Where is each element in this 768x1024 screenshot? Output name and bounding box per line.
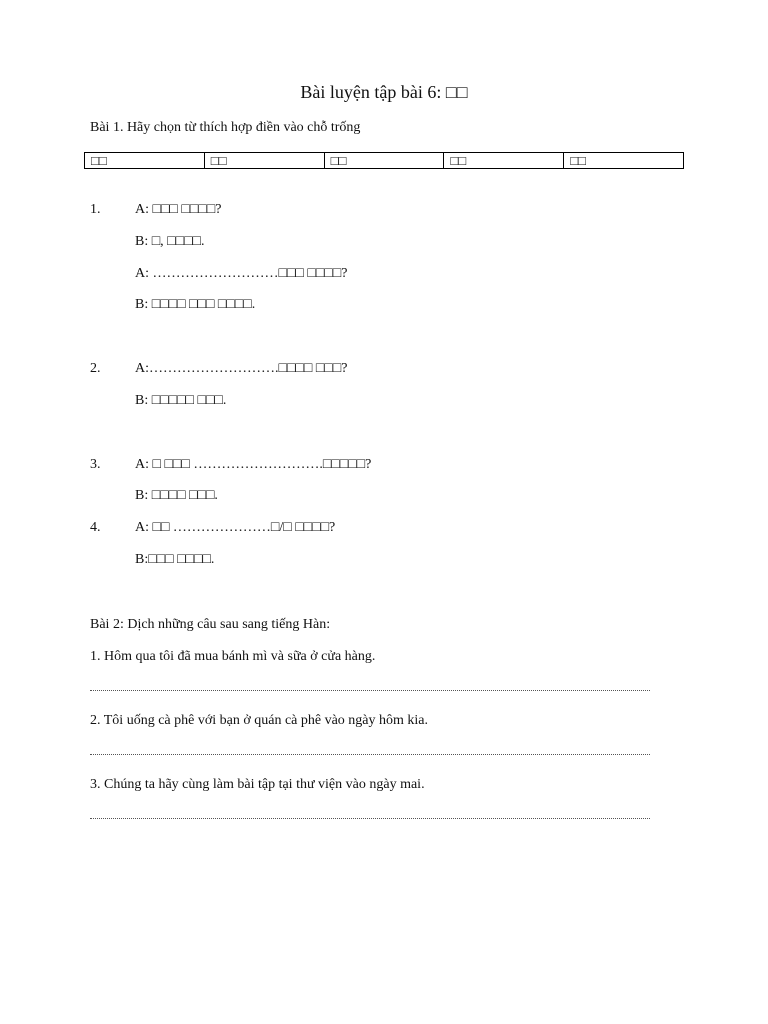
dialogue-line: A: ………………………□□□ □□□□? [135, 266, 348, 281]
word-bank-table [84, 152, 684, 169]
dialogue-line: A: □□□ □□□□? [135, 202, 222, 217]
exercise1-heading: Bài 1. Hãy chọn từ thích hợp điền vào chỗ trống [90, 120, 361, 135]
word-bank-cell: □□ [444, 153, 564, 169]
answer-line[interactable] [90, 818, 650, 819]
dialogue-line: B: □, □□□□. [135, 234, 205, 249]
translation-sentence: 3. Chúng ta hãy cùng làm bài tập tại thư viện vào ngày mai. [90, 777, 425, 792]
word-bank-cell: □□ [204, 153, 324, 169]
item-number: 3. [90, 457, 101, 472]
word-bank-cell: □□ [564, 153, 684, 169]
dialogue-line: A: □ □□□ ……………………….□□□□□? [135, 457, 372, 472]
exercise2-heading: Bài 2: Dịch những câu sau sang tiếng Hàn: [90, 617, 331, 632]
answer-line[interactable] [90, 690, 650, 691]
translation-sentence: 1. Hôm qua tôi đã mua bánh mì và sữa ở cửa hàng. [90, 649, 376, 664]
dialogue-line: B:□□□ □□□□. [135, 552, 215, 567]
item-number: 4. [90, 520, 101, 535]
word-bank-cell: □□ [324, 153, 444, 169]
dialogue-line: A:……………………….□□□□ □□□? [135, 361, 348, 376]
item-number: 2. [90, 361, 101, 376]
dialogue-line: B: □□□□ □□□ □□□□. [135, 297, 256, 312]
item-number: 1. [90, 202, 101, 217]
dialogue-line: B: □□□□□ □□□. [135, 393, 227, 408]
dialogue-line: B: □□□□ □□□. [135, 488, 218, 503]
dialogue-line: A: □□ …………………□/□ □□□□? [135, 520, 336, 535]
document-title: Bài luyện tập bài 6: □□ [300, 82, 468, 102]
answer-line[interactable] [90, 754, 650, 755]
word-bank-cell: □□ [85, 153, 205, 169]
translation-sentence: 2. Tôi uống cà phê với bạn ở quán cà phê vào ngày hôm kia. [90, 713, 429, 728]
